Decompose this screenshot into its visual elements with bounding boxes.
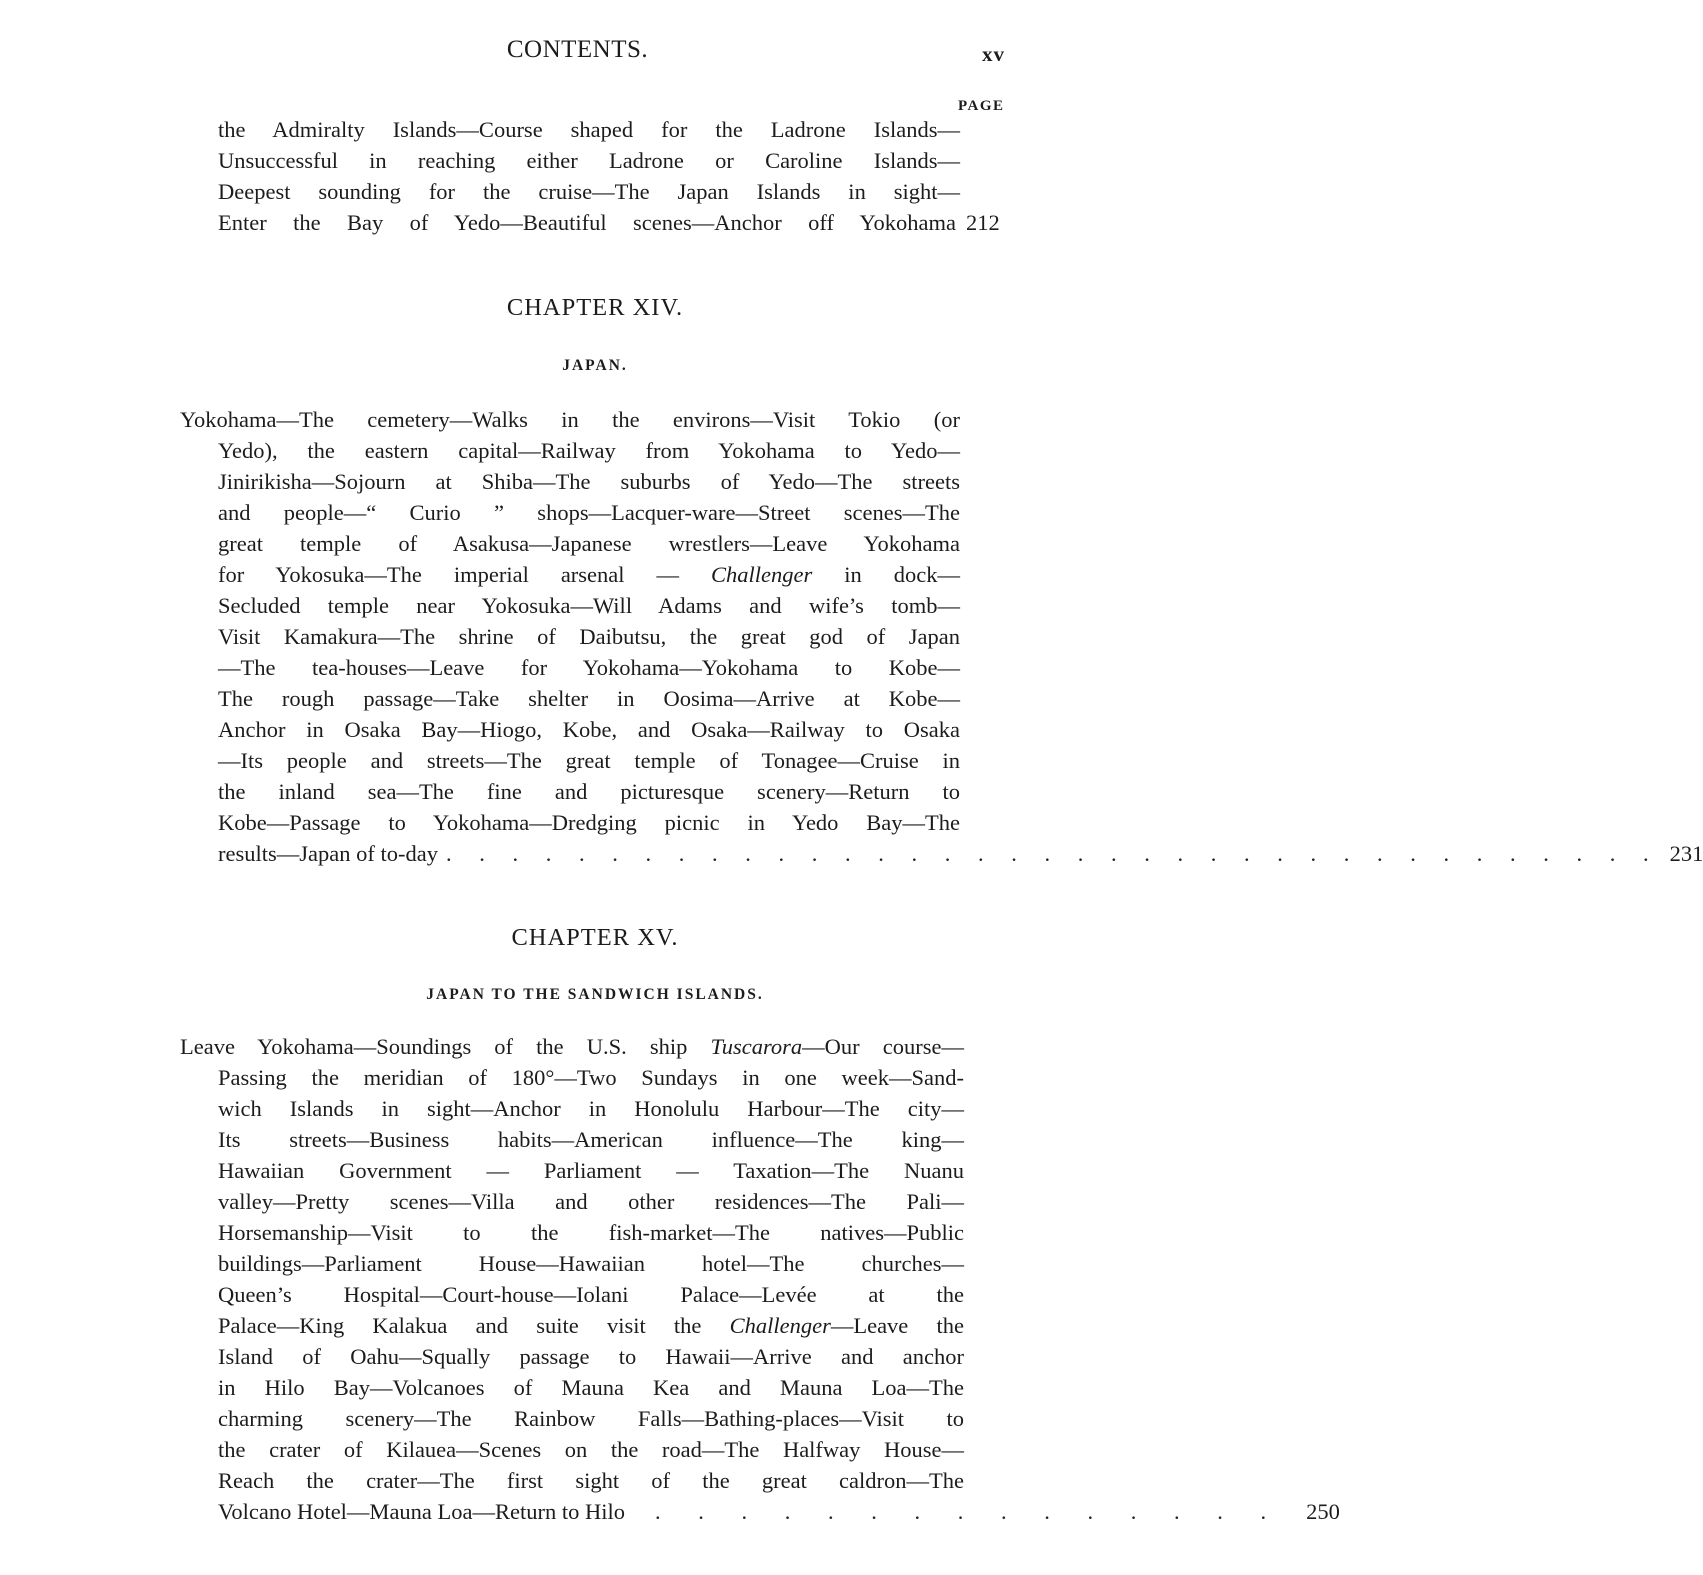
chapter-heading: CHAPTER XIV. bbox=[506, 294, 684, 321]
entry-line-text: for Yokosuka—The imperial arsenal — bbox=[218, 562, 712, 587]
entry-line: Jinirikisha—Sojourn at Shiba—The suburbs of Yedo—The streets bbox=[218, 469, 960, 494]
entry-line: charming scenery—The Rainbow Falls—Bathing-places—Visit to bbox=[218, 1406, 964, 1431]
entry-line: Unsuccessful in reaching either Ladrone or Caroline Islands— bbox=[218, 148, 960, 173]
entry-line: —The tea-houses—Leave for Yokohama—Yokohama to Kobe— bbox=[218, 655, 960, 680]
entry-first-line bbox=[180, 1031, 964, 1062]
entry-line: wich Islands in sight—Anchor in Honolulu Harbour—The city— bbox=[218, 1096, 964, 1121]
entry-last-text: Volcano Hotel—Mauna Loa—Return to Hilo bbox=[218, 1499, 626, 1524]
entry-line: the inland sea—The fine and picturesque scenery—Return to bbox=[218, 779, 960, 804]
entry-line: the Admiralty Islands—Course shaped for the Ladrone Islands— bbox=[218, 117, 960, 142]
entry-hanging-block bbox=[180, 435, 1703, 869]
entry-last-text: Enter the Bay of Yedo—Beautiful scenes—Anchor off Yokohama bbox=[218, 210, 956, 235]
page-number: 212 bbox=[966, 210, 1000, 235]
entry-line bbox=[218, 1310, 964, 1341]
entry-first-line: Yokohama—The cemetery—Walks in the environs—Visit Tokio (or bbox=[180, 407, 960, 432]
entry-line: Hawaiian Government — Parliament — Taxation—The Nuanu bbox=[218, 1158, 964, 1183]
ship-name: Challenger bbox=[729, 1313, 831, 1338]
entry-last-line bbox=[218, 207, 1012, 238]
entry-line: Deepest sounding for the cruise—The Japan Islands in sight— bbox=[218, 179, 960, 204]
entry-line: Horsemanship—Visit to the fish-market—The natives—Public bbox=[218, 1220, 964, 1245]
entry-line: Reach the crater—The first sight of the great caldron—The bbox=[218, 1468, 964, 1493]
entry-line: Its streets—Business habits—American influence—The king— bbox=[218, 1127, 964, 1152]
entry-line: The rough passage—Take shelter in Oosima—Arrive at Kobe— bbox=[218, 686, 960, 711]
chapter-heading: CHAPTER XV. bbox=[511, 924, 679, 951]
page-folio: xv bbox=[982, 42, 1005, 66]
running-head bbox=[0, 36, 1200, 70]
entry-line-text: in dock— bbox=[812, 562, 960, 587]
entry-line: Kobe—Passage to Yokohama—Dredging picnic in Yedo Bay—The bbox=[218, 810, 960, 835]
chapter-title: JAPAN. bbox=[562, 357, 628, 374]
entry-last-line bbox=[218, 1496, 1340, 1527]
entry-last-line bbox=[218, 838, 1703, 869]
entry-line: Secluded temple near Yokosuka—Will Adams and wife’s tomb— bbox=[218, 593, 960, 618]
entry-line-text: —Leave the bbox=[830, 1313, 964, 1338]
entry-line: buildings—Parliament House—Hawaiian hotel—The churches— bbox=[218, 1251, 964, 1276]
dot-leaders: . . . . . . . . . . . . . . . . . . . . . . . . . . . . . . . . . . . . . bbox=[445, 841, 1660, 866]
chapter-title: JAPAN TO THE SANDWICH ISLANDS. bbox=[426, 986, 764, 1003]
entry-line bbox=[218, 559, 960, 590]
chapter-14-summary bbox=[180, 404, 1703, 869]
entry-last-text: results—Japan of to-day bbox=[218, 841, 438, 866]
entry-line: Visit Kamakura—The shrine of Daibutsu, the great god of Japan bbox=[218, 624, 960, 649]
entry-line: Queen’s Hospital—Court-house—Iolani Palace—Levée at the bbox=[218, 1282, 964, 1307]
entry-line-text: —Our course— bbox=[802, 1034, 964, 1059]
dot-leaders: . . . . . . . . . . . . . . . bbox=[655, 1499, 1283, 1524]
entry-line: Yedo), the eastern capital—Railway from Yokohama to Yedo— bbox=[218, 438, 960, 463]
chapter-15-summary bbox=[180, 1031, 1340, 1527]
entry-line: the crater of Kilauea—Scenes on the road—The Halfway House— bbox=[218, 1437, 964, 1462]
ship-name: Challenger bbox=[711, 562, 813, 587]
entry-line-text: Leave Yokohama—Soundings of the U.S. ship bbox=[180, 1034, 711, 1059]
entry-line: Island of Oahu—Squally passage to Hawaii—Arrive and anchor bbox=[218, 1344, 964, 1369]
entry-line: great temple of Asakusa—Japanese wrestlers—Leave Yokohama bbox=[218, 531, 960, 556]
page-number: 231 bbox=[1669, 841, 1703, 866]
entry-line-text: Palace—King Kalakua and suite visit the bbox=[218, 1313, 730, 1338]
continued-entry bbox=[218, 114, 1012, 238]
entry-hanging-block bbox=[180, 1062, 1340, 1527]
ship-name: Tuscarora bbox=[710, 1034, 803, 1059]
entry-line: Passing the meridian of 180°—Two Sundays in one week—Sand- bbox=[218, 1065, 964, 1090]
entry-line: and people—“ Curio ” shops—Lacquer-ware—Street scenes—The bbox=[218, 500, 960, 525]
entry-line: —Its people and streets—The great temple of Tonagee—Cruise in bbox=[218, 748, 960, 773]
page-column-label: PAGE bbox=[958, 98, 1005, 114]
entry-line: valley—Pretty scenes—Villa and other residences—The Pali— bbox=[218, 1189, 964, 1214]
entry-line: Anchor in Osaka Bay—Hiogo, Kobe, and Osaka—Railway to Osaka bbox=[218, 717, 960, 742]
page-number: 250 bbox=[1306, 1499, 1340, 1524]
running-title: CONTENTS. bbox=[506, 36, 649, 63]
entry-line: in Hilo Bay—Volcanoes of Mauna Kea and Mauna Loa—The bbox=[218, 1375, 964, 1400]
